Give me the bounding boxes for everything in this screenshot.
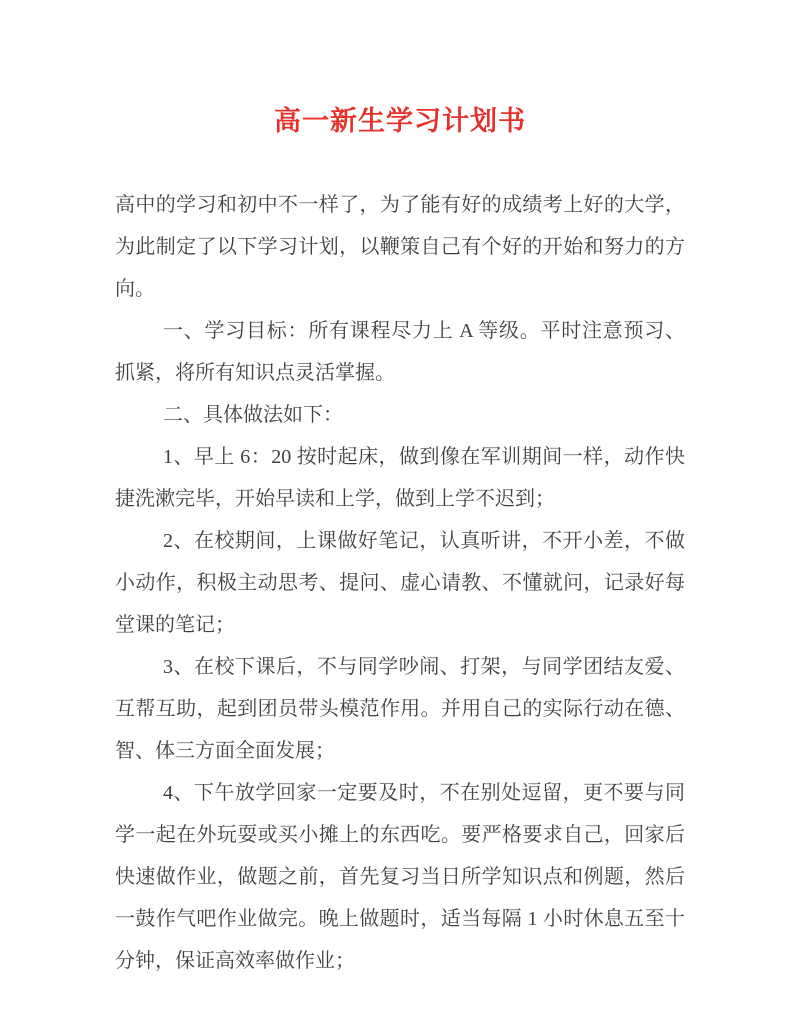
paragraph: 4、下午放学回家一定要及时，不在别处逗留，更不要与同学一起在外玩耍或买小摊上的东西吃。要严格要求自己，回家后快速做作业，做题之前，首先复习当日所学知识点和例题，然后一鼓作气吧作业做完。晚上做题时，适当每隔 1 小时休息五至十分钟，保证高效率做作业；: [115, 782, 685, 972]
document-title: 高一新生学习计划书: [274, 106, 526, 136]
paragraph: 2、在校期间，上课做好笔记，认真听讲，不开小差，不做小动作，积极主动思考、提问、虚心请教、不懂就问，记录好每堂课的笔记；: [115, 530, 685, 636]
paragraph: 二、具体做法如下：: [163, 404, 343, 426]
document-body: [115, 184, 685, 982]
paragraph: 3、在校下课后，不与同学吵闹、打架，与同学团结友爱、互帮互助，起到团员带头模范作用。并用自己的实际行动在德、智、体三方面全面发展；: [115, 656, 685, 762]
paragraph: 1、早上 6：20 按时起床，做到像在军训期间一样，动作快捷洗漱完毕，开始早读和上学，做到上学不迟到；: [115, 446, 685, 510]
paragraph: 高中的学习和初中不一样了，为了能有好的成绩考上好的大学，为此制定了以下学习计划，以鞭策自己有个好的开始和努力的方向。: [115, 194, 685, 300]
paragraph: 一、学习目标：所有课程尽力上 A 等级。平时注意预习、抓紧，将所有知识点灵活掌握。: [115, 320, 685, 384]
